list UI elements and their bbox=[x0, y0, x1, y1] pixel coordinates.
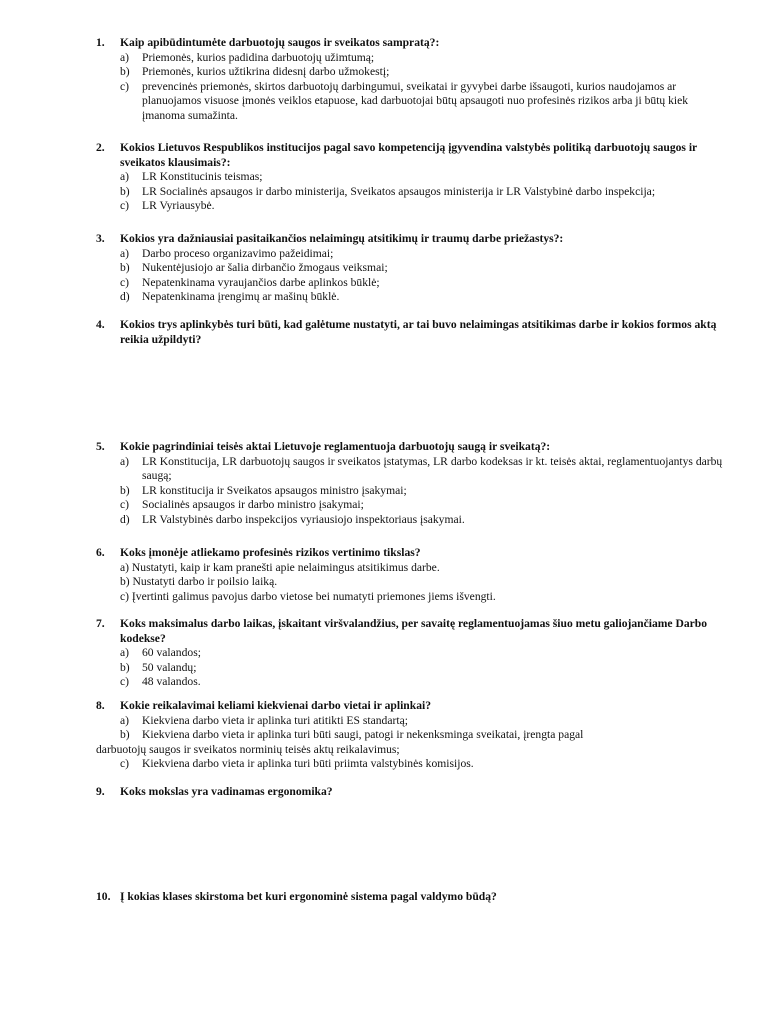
question-number: 3. bbox=[96, 232, 105, 245]
option-list bbox=[120, 646, 726, 690]
option-c: c) Įvertinti galimus pavojus darbo vietose bei numatyti priemones jiems išvengti. bbox=[120, 589, 496, 603]
option-a: a) Darbo proceso organizavimo pažeidimai; bbox=[120, 246, 334, 260]
question-7 bbox=[96, 617, 726, 690]
question-number: 4. bbox=[96, 318, 105, 331]
option-list bbox=[120, 170, 726, 214]
question-title: Kaip apibūdintumėte darbuotojų saugos ir sveikatos sampratą?: bbox=[120, 36, 440, 49]
option-c: c) Kiekviena darbo vieta ir aplinka turi būti priimta valstybinės komisijos. bbox=[120, 757, 474, 771]
option-b: b) Priemonės, kurios užtikrina didesnį darbo užmokestį; bbox=[120, 65, 390, 79]
option-list bbox=[120, 455, 726, 528]
question-title: Kokios yra dažniausiai pasitaikančios nelaimingų atsitikimų ir traumų darbe priežastys?: bbox=[120, 232, 564, 245]
question-title: Koks mokslas yra vadinamas ergonomika? bbox=[120, 785, 333, 798]
question-2 bbox=[96, 141, 726, 214]
option-c: c) LR Vyriausybė. bbox=[120, 199, 215, 213]
option-a: a) Priemonės, kurios padidina darbuotojų užimtumą; bbox=[120, 50, 375, 64]
option-c: c) Nepatenkinama vyraujančios darbe aplinkos būklė; bbox=[120, 275, 380, 289]
question-6 bbox=[96, 546, 726, 604]
question-number: 8. bbox=[96, 699, 105, 712]
question-number: 1. bbox=[96, 36, 105, 49]
question-title: Koks įmonėje atliekamo profesinės rizikos vertinimo tikslas? bbox=[120, 546, 421, 559]
question-9 bbox=[96, 785, 726, 800]
option-d: d) Nepatenkinama įrengimų ar mašinų būklė. bbox=[120, 290, 340, 304]
question-3 bbox=[96, 232, 726, 305]
question-5 bbox=[96, 440, 726, 528]
option-c: c) 48 valandos. bbox=[120, 675, 201, 689]
question-title: Koks maksimalus darbo laikas, įskaitant viršvalandžius, per savaitę reglamentuojamas šiuo metu galiojančiame Darbo kodekse? bbox=[120, 617, 708, 645]
question-title: Kokios Lietuvos Respublikos institucijos pagal savo kompetenciją įgyvendina valstybės politiką darbuotojų saugos ir sveikatos klausimais?: bbox=[120, 141, 697, 169]
option-b: b) Nustatyti darbo ir poilsio laiką. bbox=[120, 575, 278, 589]
option-a: a) 60 valandos; bbox=[120, 646, 201, 660]
option-b: b) Kiekviena darbo vieta ir aplinka turi būti saugi, patogi ir nekenksminga sveikatai, įrengta pagal bbox=[120, 728, 584, 742]
option-c: c) prevencinės priemonės, skirtos darbuotojų darbingumui, sveikatai ir gyvybei darbe išsaugoti, kurios naudojamos ar planuojamos visuose įmonės veiklos etapuose, kad darbuotojai būtų apsaugoti nuo profesinės rizikos arba ji būtų kiek įmanoma sumažinta. bbox=[120, 79, 689, 122]
question-number: 5. bbox=[96, 440, 105, 453]
option-list bbox=[120, 561, 726, 605]
option-b-continuation: darbuotojų saugos ir sveikatos norminių teisės aktų reikalavimus; bbox=[96, 742, 400, 756]
option-c: c) Socialinės apsaugos ir darbo ministro įsakymai; bbox=[120, 498, 364, 512]
question-number: 7. bbox=[96, 617, 105, 630]
question-title: Kokios trys aplinkybės turi būti, kad galėtume nustatyti, ar tai buvo nelaimingas atsitikimas darbe ir kokios formos aktą reikia užpildyti? bbox=[120, 318, 717, 346]
option-b: b) 50 valandų; bbox=[120, 660, 197, 674]
question-number: 10. bbox=[96, 890, 111, 903]
option-list bbox=[120, 51, 726, 124]
option-d: d) LR Valstybinės darbo inspekcijos vyriausiojo inspektoriaus įsakymai. bbox=[120, 512, 465, 526]
question-number: 6. bbox=[96, 546, 105, 559]
option-a: a) LR Konstitucinis teismas; bbox=[120, 170, 263, 184]
option-a: a) LR Konstitucija, LR darbuotojų saugos ir sveikatos įstatymas, LR darbo kodeksas ir kt. teisės aktai, reglamentuojantys darbų saugą; bbox=[120, 454, 723, 483]
question-4 bbox=[96, 318, 726, 347]
option-b: b) Nukentėjusiojo ar šalia dirbančio žmogaus veiksmai; bbox=[120, 261, 388, 275]
question-10 bbox=[96, 890, 726, 905]
question-8 bbox=[96, 699, 726, 772]
question-title: Kokie reikalavimai keliami kiekvienai darbo vietai ir aplinkai? bbox=[120, 699, 432, 712]
question-number: 9. bbox=[96, 785, 105, 798]
question-title: Į kokias klases skirstoma bet kuri ergonominė sistema pagal valdymo būdą? bbox=[120, 890, 497, 903]
option-list bbox=[120, 247, 726, 305]
option-a: a) Kiekviena darbo vieta ir aplinka turi atitikti ES standartą; bbox=[120, 713, 408, 727]
question-number: 2. bbox=[96, 141, 105, 154]
option-list bbox=[96, 713, 726, 772]
option-b: b) LR Socialinės apsaugos ir darbo ministerija, Sveikatos apsaugos ministerija ir LR Valstybinė darbo inspekcija; bbox=[120, 184, 656, 198]
question-1 bbox=[96, 36, 726, 124]
question-title: Kokie pagrindiniai teisės aktai Lietuvoje reglamentuoja darbuotojų saugą ir sveikatą?: bbox=[120, 440, 551, 453]
option-b: b) LR konstitucija ir Sveikatos apsaugos ministro įsakymai; bbox=[120, 483, 407, 497]
option-a: a) Nustatyti, kaip ir kam pranešti apie nelaimingus atsitikimus darbe. bbox=[120, 560, 440, 574]
